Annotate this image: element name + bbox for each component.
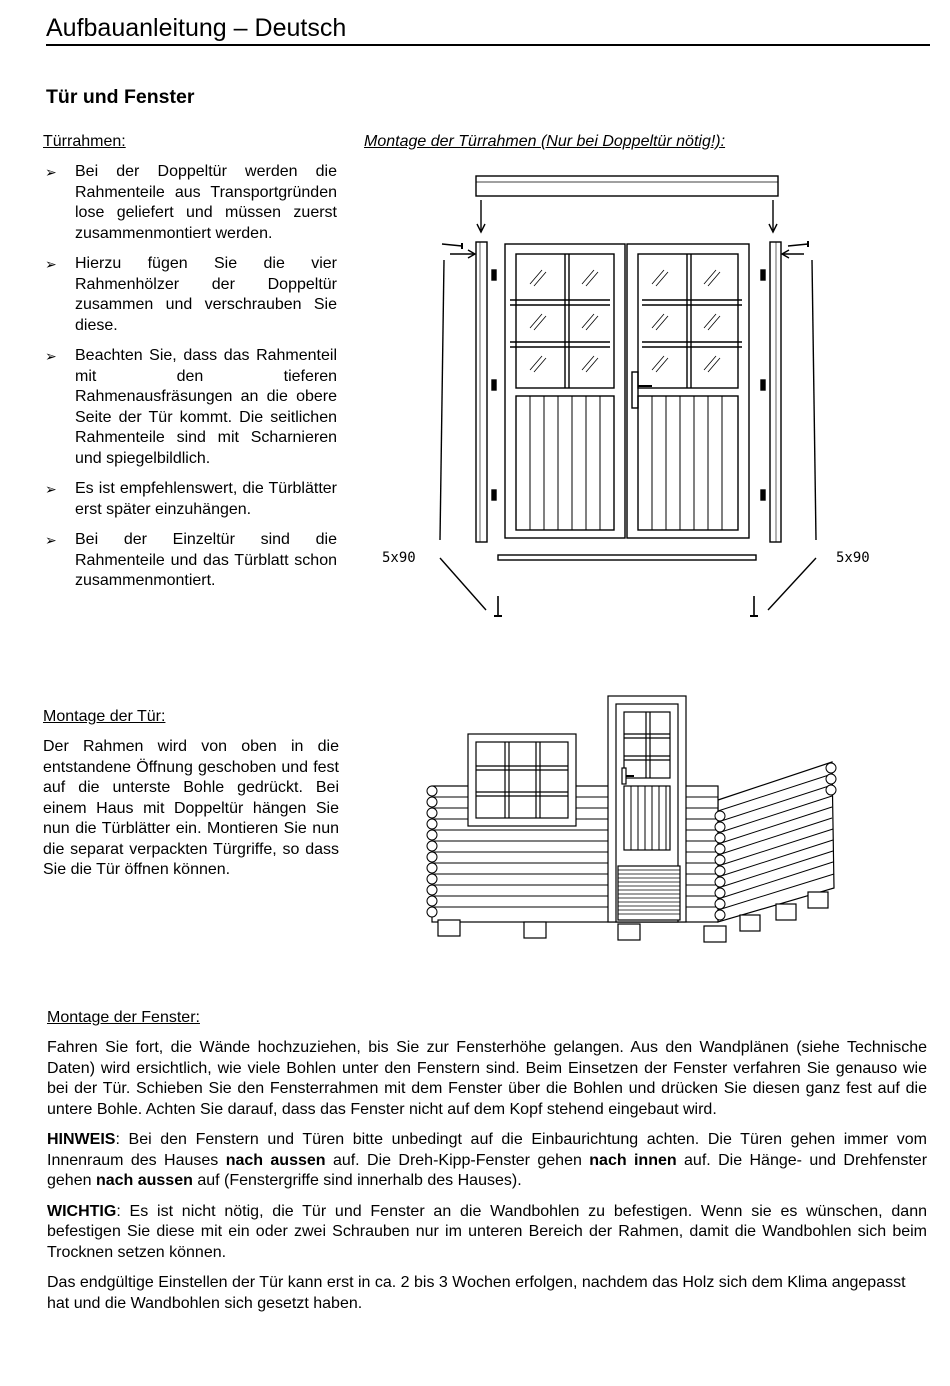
arrow-bullet-icon: ➢ — [45, 164, 57, 180]
arrow-bullet-icon: ➢ — [45, 348, 57, 364]
door-frame-assembly-figure — [370, 160, 890, 620]
arrow-bullet-icon: ➢ — [45, 532, 57, 548]
page-header — [46, 14, 930, 46]
screw-label-right: 5x90 — [836, 550, 870, 566]
arrow-bullet-icon: ➢ — [45, 256, 57, 272]
montage-tuer-heading: Montage der Tür: — [43, 708, 166, 725]
section-title: Tür und Fenster — [46, 86, 195, 108]
montage-tuer-text: Der Rahmen wird von oben in die entstandene Öffnung geschoben und fest auf die unterste Bohle gedrückt. Bei einem Haus mit Doppeltür hängen Sie nun die Türblätter ein. Montieren Sie nun die separat verpackten Türgriffe, so dass Sie die Tür öffnen können. — [43, 738, 339, 878]
montage-fenster-heading: Montage der Fenster: — [47, 1009, 200, 1026]
list-item: ➢ Hierzu fügen Sie die vier Rahmenhölzer der Doppeltür zusammen und verschrauben Sie diese. — [45, 255, 337, 334]
list-item: ➢ Bei der Doppeltür werden die Rahmenteile aus Transportgründen lose geliefert und müssen zuerst zusammenmontiert werden. — [45, 163, 337, 242]
hinweis-label: HINWEIS — [47, 1131, 116, 1148]
wichtig-label: WICHTIG — [47, 1202, 117, 1220]
turrahmen-list — [43, 162, 337, 602]
list-item: ➢ Bei der Einzeltür sind die Rahmenteile und das Türblatt schon zusammenmontiert. — [45, 531, 337, 589]
final-adjust-paragraph: Das endgültige Einstellen der Tür kann erst in ca. 2 bis 3 Wochen erfolgen, nachdem das Holz sich dem Klima angepasst hat und die Wandbohlen sich gesetzt haben. — [47, 1274, 906, 1312]
montage-fenster-text — [47, 1038, 927, 1324]
montage-fenster-paragraph: Fahren Sie fort, die Wände hochzuziehen, bis Sie zur Fensterhöhe gelangen. Aus den Wandplänen (siehe Technische Daten) wird ersichtlich, wie viele Bohlen unter den Fenstern sind. Beim Einsetzen der Fenster verfahren Sie genauso wie bei der Tür. Schieben Sie den Fensterrahmen mit dem Fenster über die Bohlen und drücken Sie diesen ganz fest auf die untere Bohle. Achten Sie darauf, dass das Fenster nicht auf dem Kopf stehend eingebaut wird. — [47, 1039, 927, 1118]
figure1-caption: Montage der Türrahmen (Nur bei Doppeltür nötig!): — [364, 133, 726, 150]
turrahmen-heading: Türrahmen: — [43, 133, 126, 150]
screw-label-left: 5x90 — [382, 550, 416, 566]
hinweis-paragraph: HINWEIS: Bei den Fenstern und Türen bitte unbedingt auf die Einbaurichtung achten. Die Türen gehen immer vom Innenraum des Hauses nach aussen auf. Die Dreh-Kipp-Fenster gehen nach innen auf. Die Hänge- und Drehfenster gehen nach aussen auf (Fenstergriffe sind innerhalb des Hauses). — [47, 1131, 928, 1189]
log-cabin-door-figure — [420, 690, 850, 955]
wichtig-paragraph: WICHTIG: Es ist nicht nötig, die Tür und Fenster an die Wandbohlen zu befestigen. Wenn sie es wünschen, dann befestigen Sie diese mit ein oder zwei Schrauben nur im unteren Bereich der Rahmen, damit die Wandbohlen sich beim Trocknen setzen können. — [47, 1202, 927, 1261]
list-item: ➢ Beachten Sie, dass das Rahmenteil mit den tieferen Rahmenausfräsungen an die obere Seite der Tür kommt. Die seitlichen Rahmenteile sind mit Scharnieren und spiegelbildlich. — [45, 347, 337, 467]
page-title: Aufbauanleitung – Deutsch — [46, 14, 347, 42]
list-item: ➢ Es ist empfehlenswert, die Türblätter erst später einzuhängen. — [45, 480, 337, 518]
arrow-bullet-icon: ➢ — [45, 481, 57, 497]
